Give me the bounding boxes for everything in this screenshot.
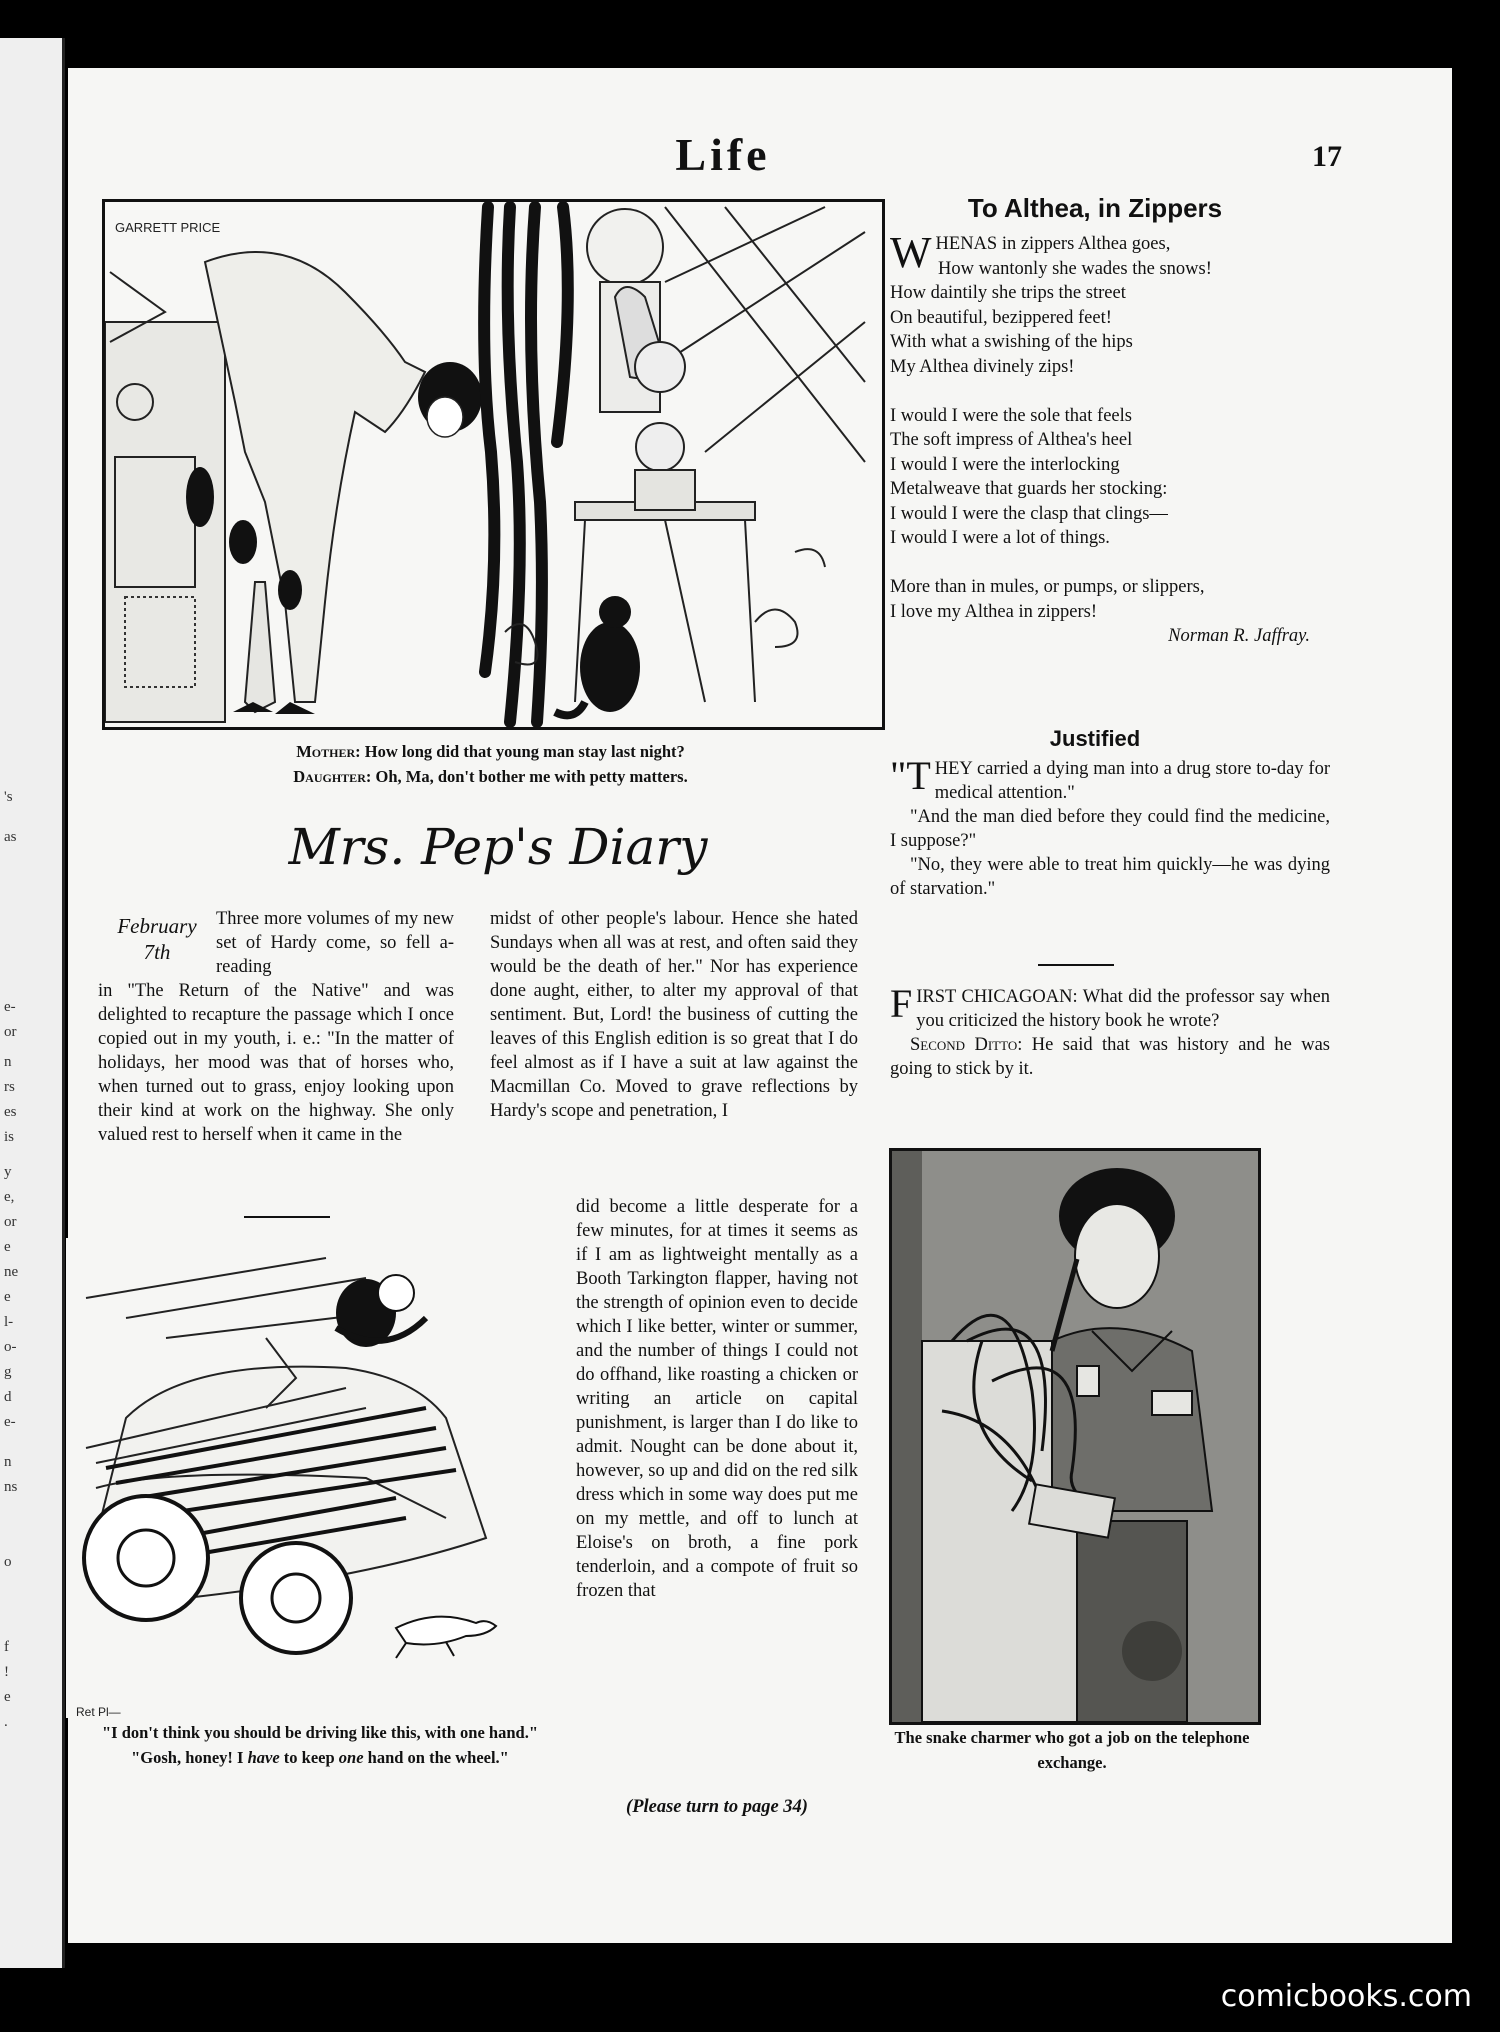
- poem-author: Norman R. Jaffray.: [1168, 626, 1310, 646]
- diary-col1-divider: [244, 1216, 330, 1218]
- poem-body: [890, 228, 1330, 649]
- cartoon2-signature: Ret Pl—: [76, 1705, 121, 1718]
- left-page-fragment: rs: [4, 1079, 15, 1095]
- poem-line: Metalweave that guards her stocking:: [890, 479, 1168, 499]
- cartoon1-caption: [102, 739, 879, 789]
- poem-line: On beautiful, bezippered feet!: [890, 307, 1112, 328]
- poem-line: I love my Althea in zippers!: [890, 601, 1098, 622]
- poem-line: How daintily she trips the street: [890, 283, 1126, 303]
- left-page-fragment: as: [4, 829, 17, 845]
- left-page-fragment: es: [4, 1104, 17, 1120]
- cartoon2-caption-line1: "I don't think you should be driving like this, with one hand.": [101, 1723, 538, 1742]
- chicagoan-para: IRST CHICAGOAN: What did the professor say when you criticized the history book he wrote?: [916, 987, 1330, 1031]
- cartoon2-caption: [90, 1720, 550, 1770]
- justified-dropcap: "T: [890, 753, 931, 798]
- cartoon-mother-daughter-illustration: [105, 202, 882, 727]
- cartoon2-caption-line2c: hand on the wheel.": [363, 1748, 509, 1767]
- diary-col1-intro: Three more volumes of my new set of Hardy come, so fell a-reading: [216, 909, 454, 977]
- left-page-fragment: f: [4, 1639, 9, 1655]
- caption-text-mother: How long did that young man stay last night?: [360, 742, 685, 761]
- left-page-fragment: or: [4, 1214, 17, 1230]
- cartoon1-signature: GARRETT PRICE: [115, 220, 221, 235]
- diary-date-day: 7th: [143, 940, 171, 964]
- diary-date: [98, 913, 216, 965]
- cartoon-mother-daughter: [102, 199, 885, 730]
- poem-line: I would I were the clasp that clings—: [890, 503, 1168, 524]
- diary-date-month: February: [117, 914, 197, 938]
- justified-body: [890, 753, 1330, 901]
- left-page-fragment: n: [4, 1054, 12, 1070]
- poem-line: The soft impress of Althea's heel: [890, 430, 1133, 450]
- poem-line: I would I were a lot of things.: [890, 528, 1110, 548]
- watermark: comicbooks.com: [1220, 1979, 1472, 2014]
- left-page-fragment: e: [4, 1689, 11, 1705]
- left-page-fragment: e: [4, 1289, 11, 1305]
- cartoon-car: [66, 1238, 556, 1718]
- poem-line: With what a swishing of the hips: [890, 332, 1133, 352]
- chicagoan-para: He said that was history and he was going to stick by it.: [890, 1035, 1330, 1079]
- cartoon3-caption: The snake charmer who got a job on the telephone exchange.: [894, 1728, 1250, 1772]
- left-page-fragment: o-: [4, 1339, 17, 1355]
- diary-title: Mrs. Pep's Diary: [288, 818, 708, 876]
- cartoon2-caption-em1: have: [247, 1748, 280, 1767]
- cartoon2-caption-em2: one: [338, 1748, 364, 1767]
- cartoon-switchboard-illustration: [892, 1151, 1258, 1722]
- left-page-fragment: l-: [4, 1314, 14, 1330]
- left-page-fragment: d: [4, 1389, 12, 1405]
- diary-col2-narrow: did become a little desperate for a few minutes, for at times it seems as if I am as lightweight mentally as a Booth Tarkington flapper, having not the strength of opinion even to decide which I like better, winter or summer, and the number of things I could not do offhand, like roasting a chicken or writing an article on capital punishment, is larger than I do like to admit. Nought can be done about it, however, so up and did on the red silk dress which in some way does put me on my mettle, and off to lunch at Eloise's on broth, a fine pork tenderloin, and a compote of fruit so frozen that: [576, 1197, 858, 1601]
- poem-dropcap: W: [890, 228, 932, 277]
- poem-line: I would I were the sole that feels: [890, 405, 1132, 426]
- diary-col2-top: midst of other people's labour. Hence she hated Sundays when all was at rest, and often said they would be the death of her." Nor has experience done aught, either, to alter my approval of that sentiment. But, Lord! the business of cutting the leaves of this English edition is so great that I do feel almost as if I have a suit at law against the Macmillan Co. Moved to grave reflections by Hardy's scope and penetration, I: [490, 909, 858, 1121]
- left-page-fragment: .: [4, 1714, 8, 1730]
- page-number: 17: [1312, 140, 1342, 173]
- caption-text-daughter: Oh, Ma, don't bother me with petty matters.: [371, 767, 688, 786]
- left-page-fragment: !: [4, 1664, 9, 1680]
- cartoon-switchboard: [889, 1148, 1261, 1725]
- left-page-fragment: ns: [4, 1479, 18, 1495]
- diary-continued: (Please turn to page 34): [626, 1797, 808, 1817]
- magazine-page: [68, 68, 1452, 1943]
- right-col-divider: [1038, 964, 1114, 966]
- poem-line: More than in mules, or pumps, or slippers,: [890, 577, 1205, 597]
- justified-para: "No, they were able to treat him quickly—he was dying of starvation.": [890, 855, 1330, 899]
- poem-line: I would I were the interlocking: [890, 454, 1120, 475]
- left-page-fragment: n: [4, 1454, 12, 1470]
- justified-title: Justified: [1049, 726, 1141, 751]
- chicagoan-body: [890, 981, 1330, 1081]
- left-page-fragment: e,: [4, 1189, 15, 1205]
- left-page-fragment: e-: [4, 999, 16, 1015]
- left-page-fragment: or: [4, 1024, 17, 1040]
- left-page-edge: [0, 38, 65, 1968]
- left-page-fragment: e-: [4, 1414, 16, 1430]
- justified-para: HEY carried a dying man into a drug store to-day for medical attention.": [934, 759, 1330, 803]
- poem-title: To Althea, in Zippers: [967, 193, 1223, 223]
- cartoon2-caption-line2b: to keep: [279, 1748, 339, 1767]
- poem-line: How wantonly she wades the snows!: [938, 258, 1212, 279]
- cartoon-car-illustration: [66, 1238, 556, 1718]
- left-page-fragment: g: [4, 1364, 12, 1380]
- chicagoan-dropcap: F: [890, 981, 913, 1026]
- left-page-fragment: ne: [4, 1264, 19, 1280]
- poem-line: HENAS in zippers Althea goes,: [935, 234, 1171, 254]
- left-page-fragment: is: [4, 1129, 15, 1145]
- diary-col1-body: in "The Return of the Native" and was delighted to recapture the passage which I once copied out in my youth, i. e.: "In the matter of holidays, her mood was that of horses who, when turned out to grass, enjoy looking upon their kind at work on the highway. She only valued rest to herself when it came in the: [98, 981, 454, 1145]
- justified-para: "And the man died before they could find the medicine, I suppose?": [890, 807, 1330, 851]
- poem-line: My Althea divinely zips!: [890, 356, 1075, 377]
- chicagoan-speaker: Second Ditto:: [910, 1035, 1023, 1055]
- masthead: Life: [675, 129, 771, 180]
- left-page-fragment: o: [4, 1554, 12, 1570]
- left-page-fragment: e: [4, 1239, 11, 1255]
- caption-speaker-mother: Mother:: [296, 742, 361, 761]
- left-page-fragment: y: [4, 1164, 12, 1180]
- left-page-fragment: 's: [4, 789, 13, 805]
- caption-speaker-daughter: Daughter:: [293, 767, 372, 786]
- cartoon2-caption-line2a: "Gosh, honey! I: [131, 1748, 248, 1767]
